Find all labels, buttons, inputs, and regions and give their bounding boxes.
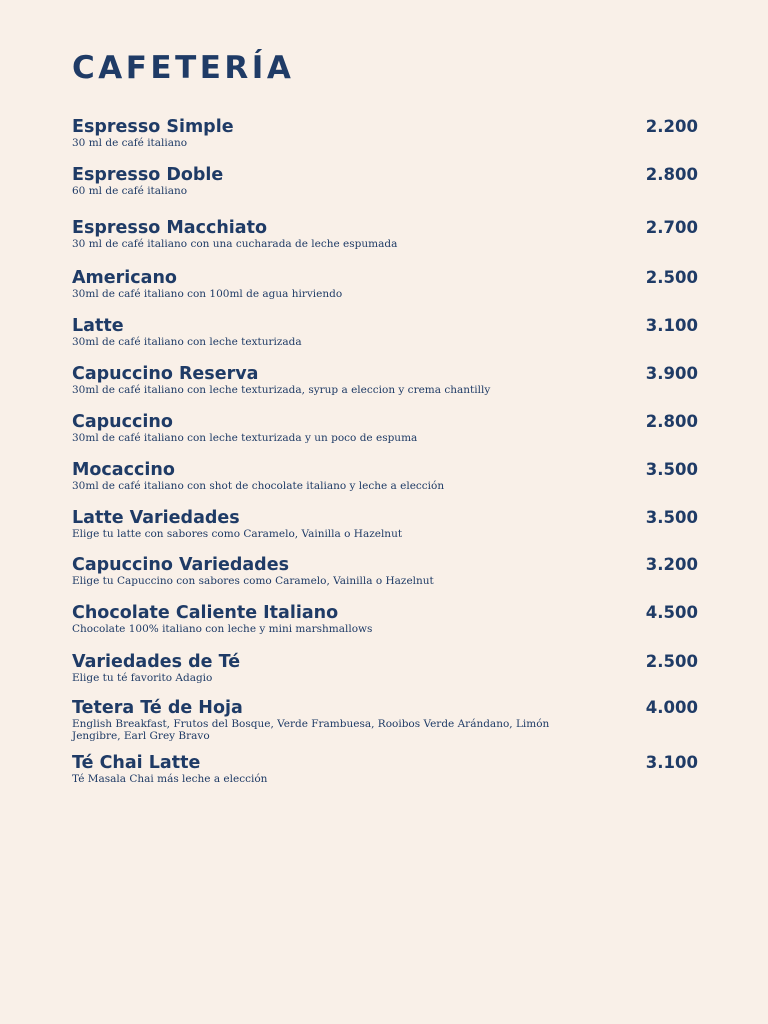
item-name: Americano <box>72 268 177 288</box>
item-description: Té Masala Chai más leche a elección <box>72 773 268 785</box>
item-price: 4.000 <box>645 698 698 717</box>
item-name: Mocaccino <box>72 460 175 480</box>
item-description: Elige tu latte con sabores como Caramelo, Vainilla o Hazelnut <box>72 528 403 540</box>
item-description: 30 ml de café italiano <box>72 137 188 149</box>
item-price: 3.100 <box>645 753 698 772</box>
item-description: Elige tu Capuccino con sabores como Caramelo, Vainilla o Hazelnut <box>72 575 434 587</box>
menu-item-tetera-te-hoja <box>72 698 698 742</box>
item-description: 30ml de café italiano con leche texturizada, syrup a eleccion y crema chantilly <box>72 384 491 396</box>
item-name: Variedades de Té <box>72 652 241 672</box>
item-name: Latte <box>72 316 124 336</box>
item-description: English Breakfast, Frutos del Bosque, Verde Frambuesa, Rooibos Verde Arándano, Limón Jengibre, Earl Grey Bravo <box>72 718 550 742</box>
menu-item-capuccino <box>72 412 698 444</box>
item-name: Capuccino Variedades <box>72 555 289 575</box>
menu-item-mocaccino <box>72 460 698 492</box>
item-name: Capuccino Reserva <box>72 364 259 384</box>
item-price: 3.200 <box>645 555 698 574</box>
item-price: 3.500 <box>645 460 698 479</box>
item-name: Capuccino <box>72 412 173 432</box>
item-name: Espresso Doble <box>72 165 224 185</box>
item-price: 3.500 <box>645 508 698 527</box>
menu-item-espresso-doble <box>72 165 698 197</box>
item-price: 3.100 <box>645 316 698 335</box>
item-name: Té Chai Latte <box>72 753 201 773</box>
menu-item-te-chai-latte <box>72 753 698 785</box>
menu-item-capuccino-variedades <box>72 555 698 587</box>
item-description: 30ml de café italiano con 100ml de agua hirviendo <box>72 288 343 300</box>
item-name: Latte Variedades <box>72 508 240 528</box>
item-price: 4.500 <box>645 603 698 622</box>
item-description: 30 ml de café italiano con una cucharada de leche espumada <box>72 238 398 250</box>
item-price: 3.900 <box>645 364 698 383</box>
item-name: Espresso Macchiato <box>72 218 267 238</box>
menu-item-latte-variedades <box>72 508 698 540</box>
item-description: 30ml de café italiano con shot de chocolate italiano y leche a elección <box>72 480 445 492</box>
menu-item-capuccino-reserva <box>72 364 698 396</box>
item-price: 2.800 <box>645 165 698 184</box>
item-description: Elige tu té favorito Adagio <box>72 672 213 684</box>
item-price: 2.200 <box>645 117 698 136</box>
menu-item-americano <box>72 268 698 300</box>
item-description: 30ml de café italiano con leche texturizada <box>72 336 302 348</box>
menu-item-chocolate-caliente <box>72 603 698 635</box>
menu-item-espresso-macchiato <box>72 218 698 250</box>
menu-item-variedades-te <box>72 652 698 684</box>
item-name: Espresso Simple <box>72 117 234 137</box>
item-price: 2.800 <box>645 412 698 431</box>
item-name: Chocolate Caliente Italiano <box>72 603 339 623</box>
item-description: Chocolate 100% italiano con leche y mini marshmallows <box>72 623 373 635</box>
menu-item-latte <box>72 316 698 348</box>
item-name: Tetera Té de Hoja <box>72 698 243 718</box>
menu-item-espresso-simple <box>72 117 698 149</box>
page-title: CAFETERÍA <box>72 50 295 86</box>
item-price: 2.500 <box>645 268 698 287</box>
item-description: 60 ml de café italiano <box>72 185 188 197</box>
item-price: 2.700 <box>645 218 698 237</box>
item-price: 2.500 <box>645 652 698 671</box>
item-description: 30ml de café italiano con leche texturizada y un poco de espuma <box>72 432 418 444</box>
